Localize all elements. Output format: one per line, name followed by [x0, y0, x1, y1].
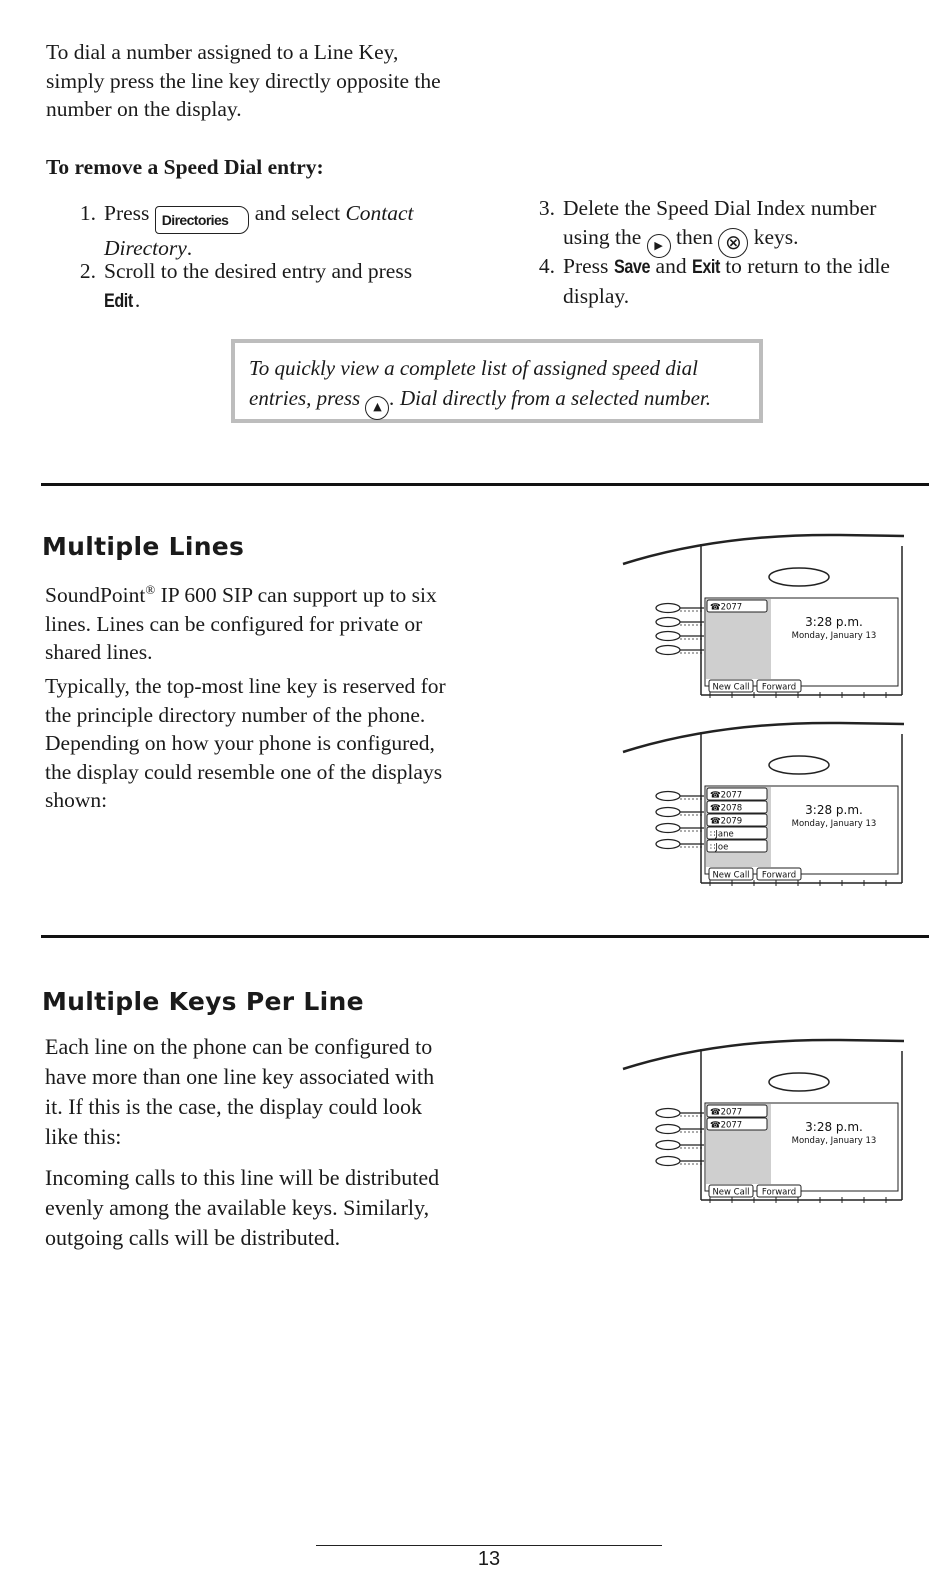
clock-time: 3:28 p.m.: [805, 803, 863, 817]
directories-key-icon: Directories: [155, 206, 250, 234]
paragraph-line: outgoing calls will be distributed.: [45, 1225, 341, 1250]
softkey-label: Forward: [761, 682, 797, 693]
step-text: Press: [104, 201, 150, 225]
step-text: Scroll to the desired entry and press: [104, 259, 413, 283]
step-italic: Directory: [104, 236, 187, 260]
paragraph-line: the principle directory number of the phone.: [45, 702, 426, 727]
line-label-text: ∷Joe: [710, 842, 729, 853]
edit-softkey-label: Edit: [104, 291, 133, 312]
step-number: 1.: [79, 201, 96, 225]
multiple-keys-heading: Multiple Keys Per Line: [42, 987, 364, 1016]
clock-date: Monday, January 13: [791, 1136, 877, 1146]
delete-key-icon: ⊗: [718, 228, 748, 258]
clock-date: Monday, January 13: [791, 819, 877, 829]
line-key: [656, 632, 680, 641]
step-text: display.: [563, 284, 630, 308]
paragraph-line: [45, 576, 515, 610]
paragraph-line: like this:: [45, 1124, 122, 1149]
tip-line: . Dial directly from a selected number.: [389, 386, 712, 410]
paragraph-line: shown:: [45, 788, 108, 812]
paragraph-line: it. If this is the case, the display could look: [45, 1094, 422, 1119]
paragraph-line: have more than one line key associated with: [45, 1064, 435, 1089]
line-key: [656, 1157, 680, 1166]
phone-housing-curve: [623, 723, 904, 752]
intro-line: simply press the line key directly opposite the: [46, 68, 441, 93]
step-text: and: [655, 254, 687, 278]
exit-softkey-label: Exit: [691, 257, 720, 278]
tip-line: entries, press: [249, 386, 361, 410]
step-1: [66, 199, 486, 260]
line-key: [656, 618, 680, 627]
multiple-lines-heading: Multiple Lines: [42, 532, 245, 561]
line-key: [656, 792, 680, 801]
remove-speed-dial-heading: To remove a Speed Dial entry:: [46, 155, 324, 179]
speaker-oval: [769, 756, 829, 774]
softkey-label: New Call: [712, 682, 750, 693]
step-text: .: [186, 236, 193, 260]
step-text: Delete the Speed Dial Index number: [563, 196, 877, 220]
phone-svg: [620, 720, 910, 890]
footer-rule: [316, 1545, 662, 1546]
clock-time: 3:28 p.m.: [805, 615, 863, 629]
step-4: [525, 252, 940, 310]
line-label-text: ∷Jane: [710, 829, 734, 840]
phone-housing-curve: [623, 1040, 904, 1069]
line-label-text: ☎2077: [710, 790, 743, 801]
softkey-label: New Call: [712, 1187, 750, 1198]
paragraph-line: Incoming calls to this line will be distributed: [45, 1165, 440, 1190]
line-label-text: ☎2077: [710, 1120, 743, 1131]
section-divider: [41, 935, 929, 938]
line-key: [656, 808, 680, 817]
paragraph-line: Typically, the top-most line key is reserved for: [45, 674, 446, 698]
intro-line: To dial a number assigned to a Line Key,: [46, 40, 399, 64]
step-3: [525, 194, 940, 252]
speaker-oval: [769, 568, 829, 586]
step-number: 3.: [538, 196, 555, 220]
registered-mark: ®: [145, 582, 156, 597]
line-key: [656, 1125, 680, 1134]
multiple-keys-paragraph-1: [45, 1032, 515, 1152]
tip-box: [231, 339, 763, 423]
step-text: .: [134, 288, 141, 312]
page-number: 13: [477, 1548, 501, 1570]
phone-housing-curve: [623, 535, 904, 564]
paragraph-line: evenly among the available keys. Similarly,: [45, 1195, 430, 1220]
save-softkey-label: Save: [613, 257, 650, 278]
section-divider: [41, 483, 929, 486]
up-arrow-key-icon: ▲: [365, 396, 389, 420]
step-number: 2.: [79, 259, 96, 283]
multiple-keys-paragraph-2: [45, 1163, 515, 1253]
line-label-text: ☎2077: [710, 1107, 743, 1118]
step-text: using the: [563, 225, 642, 249]
line-key: [656, 1109, 680, 1118]
speaker-oval: [769, 1073, 829, 1091]
phone-svg: [620, 532, 910, 702]
line-key: [656, 824, 680, 833]
paragraph-line: the display could resemble one of the displays: [45, 759, 443, 784]
line-key: [656, 604, 680, 613]
step-number: 4.: [538, 254, 555, 278]
line-label-text: ☎2078: [710, 803, 743, 814]
multiple-lines-paragraph-1: [45, 576, 515, 667]
right-arrow-key-icon: ▶: [647, 234, 671, 258]
intro-paragraph: [46, 38, 441, 124]
intro-line: number on the display.: [46, 97, 242, 121]
step-italic: Contact: [345, 201, 414, 225]
clock-date: Monday, January 13: [791, 631, 877, 641]
phone-display-illustration-2: [620, 720, 910, 895]
softkey-label: Forward: [761, 870, 797, 881]
paragraph-line: Depending on how your phone is configured,: [45, 731, 435, 755]
softkey-label: New Call: [712, 870, 750, 881]
phone-display-illustration-1: [620, 532, 910, 707]
paragraph-text: SoundPoint: [45, 583, 146, 608]
paragraph-line: Each line on the phone can be configured to: [45, 1034, 433, 1059]
multiple-lines-paragraph-2: [45, 672, 515, 815]
line-key: [656, 1141, 680, 1150]
line-label-text: ☎2077: [710, 602, 743, 613]
line-key: [656, 646, 680, 655]
paragraph-line: shared lines.: [45, 640, 153, 665]
paragraph-line: lines. Lines can be configured for private or: [45, 611, 423, 636]
phone-svg: [620, 1037, 910, 1207]
tip-text: [249, 353, 711, 420]
paragraph-text: IP 600 SIP can support up to six: [155, 583, 437, 608]
line-key: [656, 840, 680, 849]
step-text: Press: [563, 254, 609, 278]
softkey-label: Forward: [761, 1187, 797, 1198]
tip-line: To quickly view a complete list of assigned speed dial: [249, 356, 698, 380]
step-text: then: [675, 225, 714, 249]
step-text: to return to the idle: [725, 254, 890, 278]
line-label-text: ☎2079: [710, 816, 743, 827]
clock-time: 3:28 p.m.: [805, 1120, 863, 1134]
step-2: [66, 257, 486, 315]
phone-display-illustration-3: [620, 1037, 910, 1212]
step-text: keys.: [753, 225, 799, 249]
step-text: and select: [254, 201, 341, 225]
